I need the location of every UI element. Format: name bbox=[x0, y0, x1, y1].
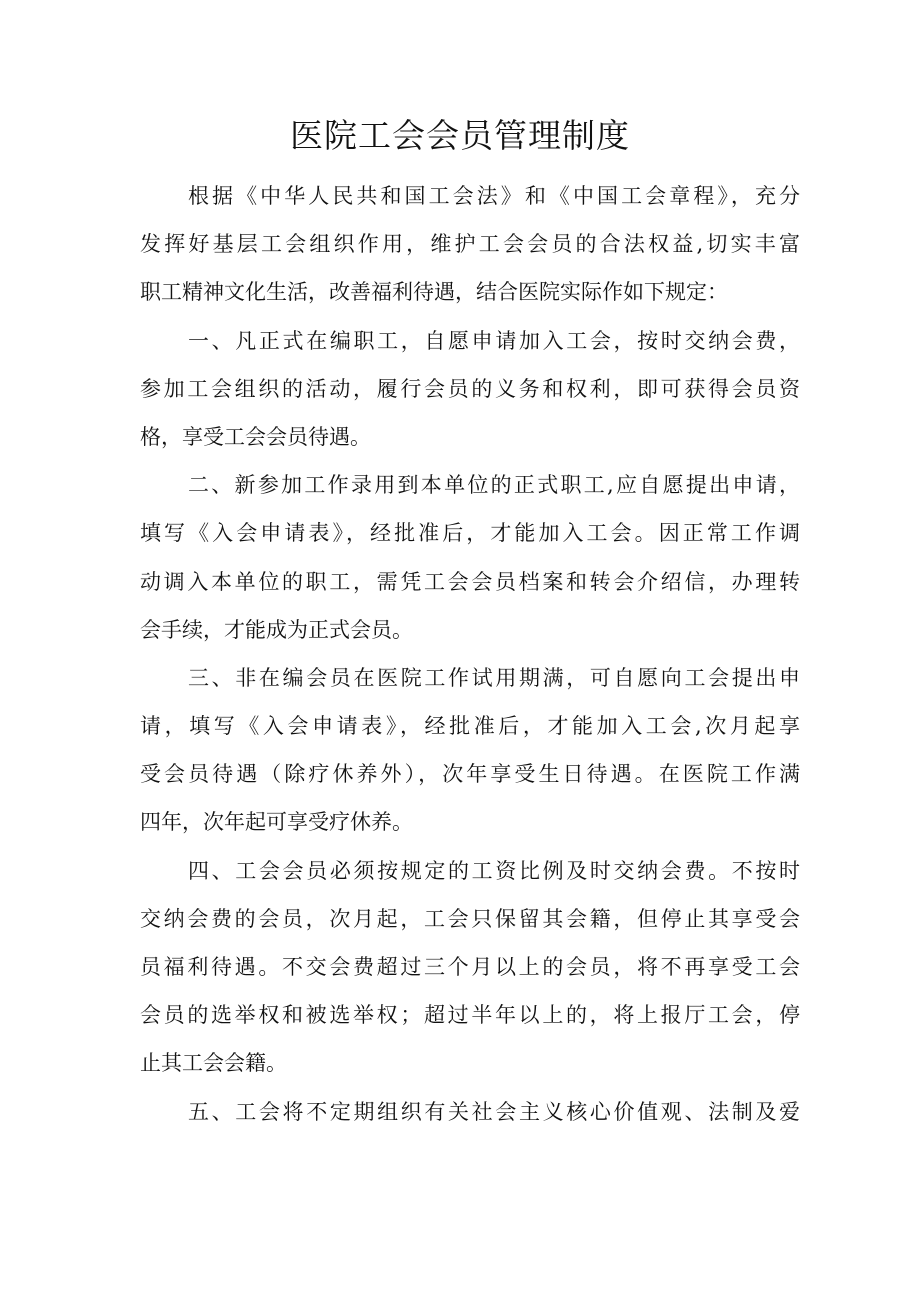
clause-2-line-2: 填写《入会申请表》，经批准后，才能加入工会。因正常工作调 bbox=[140, 521, 800, 546]
clause-5-line-1: 五、工会将不定期组织有关社会主义核心价值观、法制及爱 bbox=[188, 1099, 800, 1124]
clause-4-line-2: 交纳会费的会员，次月起，工会只保留其会籍，但停止其享受会 bbox=[140, 906, 800, 931]
clause-4-line-3: 员福利待遇。不交会费超过三个月以上的会员，将不再享受工会 bbox=[140, 955, 800, 979]
clause-4-line-4: 会员的选举权和被选举权；超过半年以上的，将上报厅工会，停 bbox=[140, 1003, 800, 1028]
clause-2-line-3: 动调入本单位的职工，需凭工会会员档案和转会介绍信，办理转 bbox=[140, 569, 800, 594]
clause-4-line-5: 止其工会会籍。 bbox=[140, 1051, 287, 1076]
clause-3-line-1: 三、非在编会员在医院工作试用期满，可自愿向工会提出申 bbox=[188, 665, 800, 690]
clause-2-line-4: 会手续，才能成为正式会员。 bbox=[140, 617, 413, 642]
paragraph-intro-line-1: 根据《中华人民共和国工会法》和《中国工会章程》，充分 bbox=[188, 184, 800, 208]
clause-2-line-1: 二、新参加工作录用到本单位的正式职工,应自愿提出申请， bbox=[188, 473, 800, 498]
document-body bbox=[140, 172, 800, 1136]
clause-4-line-1: 四、工会会员必须按规定的工资比例及时交纳会费。不按时 bbox=[188, 858, 800, 883]
document-title: 医院工会会员管理制度 bbox=[290, 116, 630, 155]
clause-1-line-1: 一、凡正式在编职工，自愿申请加入工会，按时交纳会费， bbox=[188, 328, 800, 353]
paragraph-intro-line-3: 职工精神文化生活，改善福利待遇，结合医院实际作如下规定： bbox=[140, 280, 728, 305]
clause-3-line-2: 请，填写《入会申请表》，经批准后，才能加入工会,次月起享 bbox=[140, 714, 800, 739]
paragraph-intro-line-2: 发挥好基层工会组织作用，维护工会会员的合法权益,切实丰富 bbox=[140, 232, 800, 257]
clause-1-line-2: 参加工会组织的活动，履行会员的义务和权利，即可获得会员资 bbox=[140, 376, 800, 401]
clause-1-line-3: 格，享受工会会员待遇。 bbox=[140, 424, 371, 449]
clause-3-line-3: 受会员待遇（除疗休养外），次年享受生日待遇。在医院工作满 bbox=[140, 762, 800, 787]
clause-3-line-4: 四年，次年起可享受疗休养。 bbox=[140, 810, 413, 835]
